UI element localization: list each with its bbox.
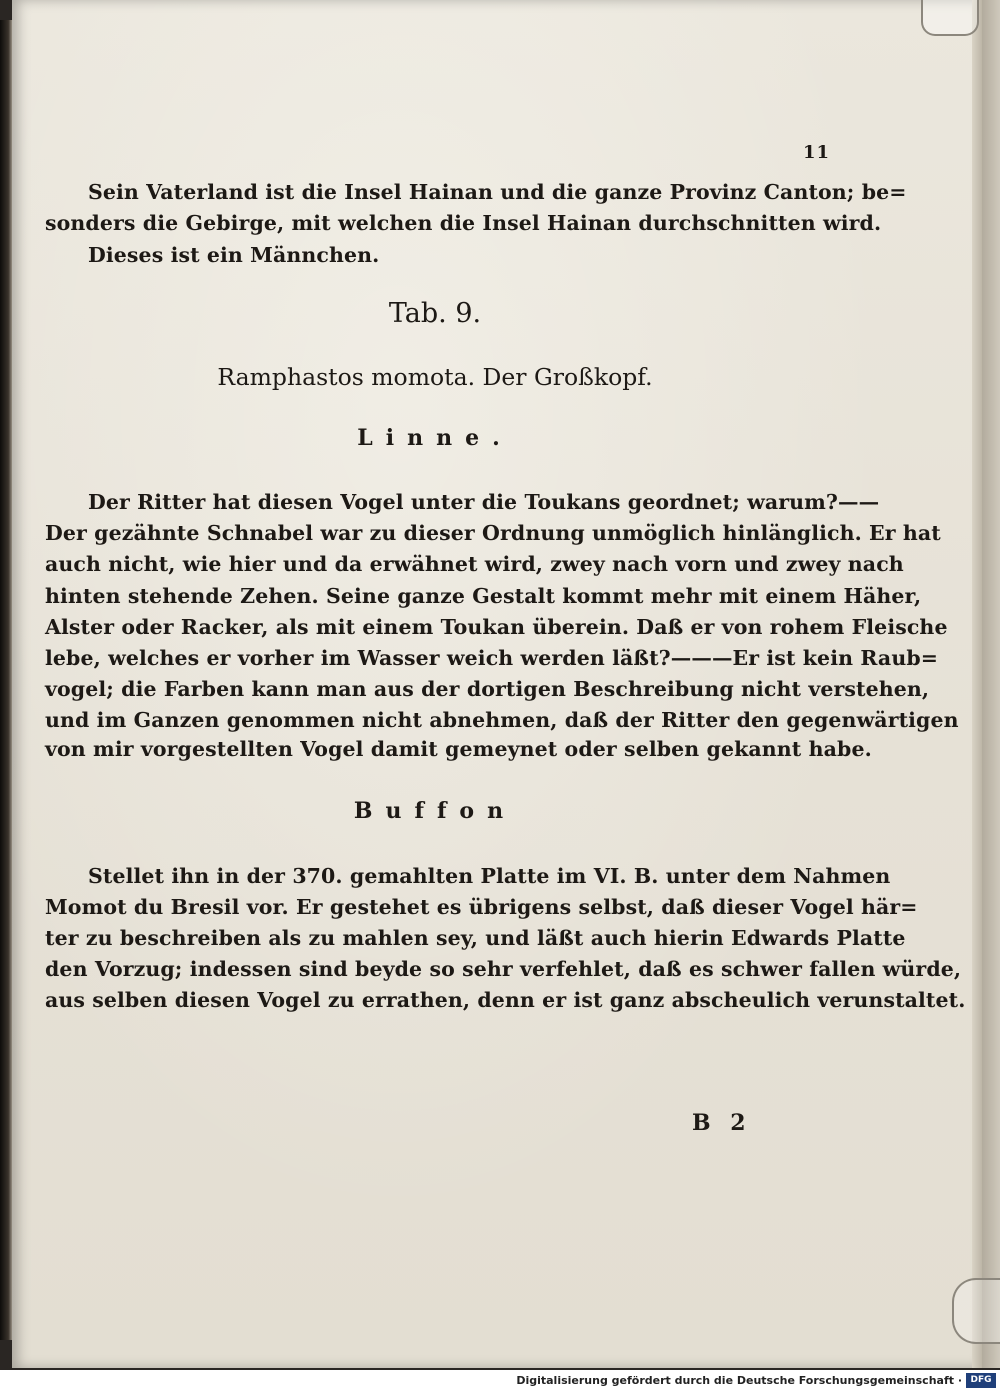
buffon-line: Momot du Bresil vor. Er gestehet es übrigens selbst, daß dieser Vogel här= [45, 895, 918, 919]
top-paragraph-line: sonders die Gebirge, mit welchen die Insel Hainan durchschnitten wird. [45, 211, 882, 235]
linne-line: von mir vorgestellten Vogel damit gemeynet oder selben gekannt habe. [45, 737, 872, 761]
page-edge-stack [982, 0, 1000, 1368]
species-heading: Ramphastos momota. Der Großkopf. [217, 363, 653, 391]
footer-credit: Digitalisierung gefördert durch die Deutsche Forschungsgemeinschaft · [516, 1374, 962, 1387]
top-paragraph-line: Dieses ist ein Männchen. [88, 243, 380, 267]
section-heading-linne: Linne. [357, 425, 513, 451]
page-clip-top [921, 0, 979, 36]
footer-bar [0, 1370, 1000, 1392]
page-clip-bottom [952, 1278, 1000, 1344]
linne-line: Der gezähnte Schnabel war zu dieser Ordnung unmöglich hinlänglich. Er hat [45, 521, 941, 545]
linne-line: Der Ritter hat diesen Vogel unter die Toukans geordnet; warum?—— [88, 490, 880, 514]
buffon-line: aus selben diesen Vogel zu errathen, denn er ist ganz abscheulich verunstaltet. [45, 988, 966, 1012]
linne-line: und im Ganzen genommen nicht abnehmen, daß der Ritter den gegenwärtigen [45, 708, 959, 732]
linne-line: auch nicht, wie hier und da erwähnet wird, zwey nach vorn und zwey nach [45, 552, 904, 576]
buffon-line: ter zu beschreiben als zu mahlen sey, und läßt auch hierin Edwards Platte [45, 926, 906, 950]
linne-line: hinten stehende Zehen. Seine ganze Gestalt kommt mehr mit einem Häher, [45, 584, 922, 608]
linne-line: lebe, welches er vorher im Wasser weich werden läßt?———Er ist kein Raub= [45, 646, 939, 670]
signature-mark: B 2 [692, 1110, 752, 1136]
buffon-line: Stellet ihn in der 370. gemahlten Platte im VI. B. unter dem Nahmen [88, 864, 891, 888]
dfg-logo: DFG [966, 1373, 996, 1388]
top-paragraph-line: Sein Vaterland ist die Insel Hainan und die ganze Provinz Canton; be= [88, 180, 907, 204]
linne-line: Alster oder Racker, als mit einem Toukan überein. Daß er von rohem Fleische [45, 615, 948, 639]
tab-heading: Tab. 9. [388, 298, 482, 329]
linne-line: vogel; die Farben kann man aus der dortigen Beschreibung nicht verstehen, [45, 677, 930, 701]
page-number: 11 [803, 142, 831, 163]
page-edge [972, 0, 982, 1368]
buffon-line: den Vorzug; indessen sind beyde so sehr verfehlet, daß es schwer fallen würde, [45, 957, 962, 981]
section-heading-buffon: Buffon [353, 798, 517, 824]
